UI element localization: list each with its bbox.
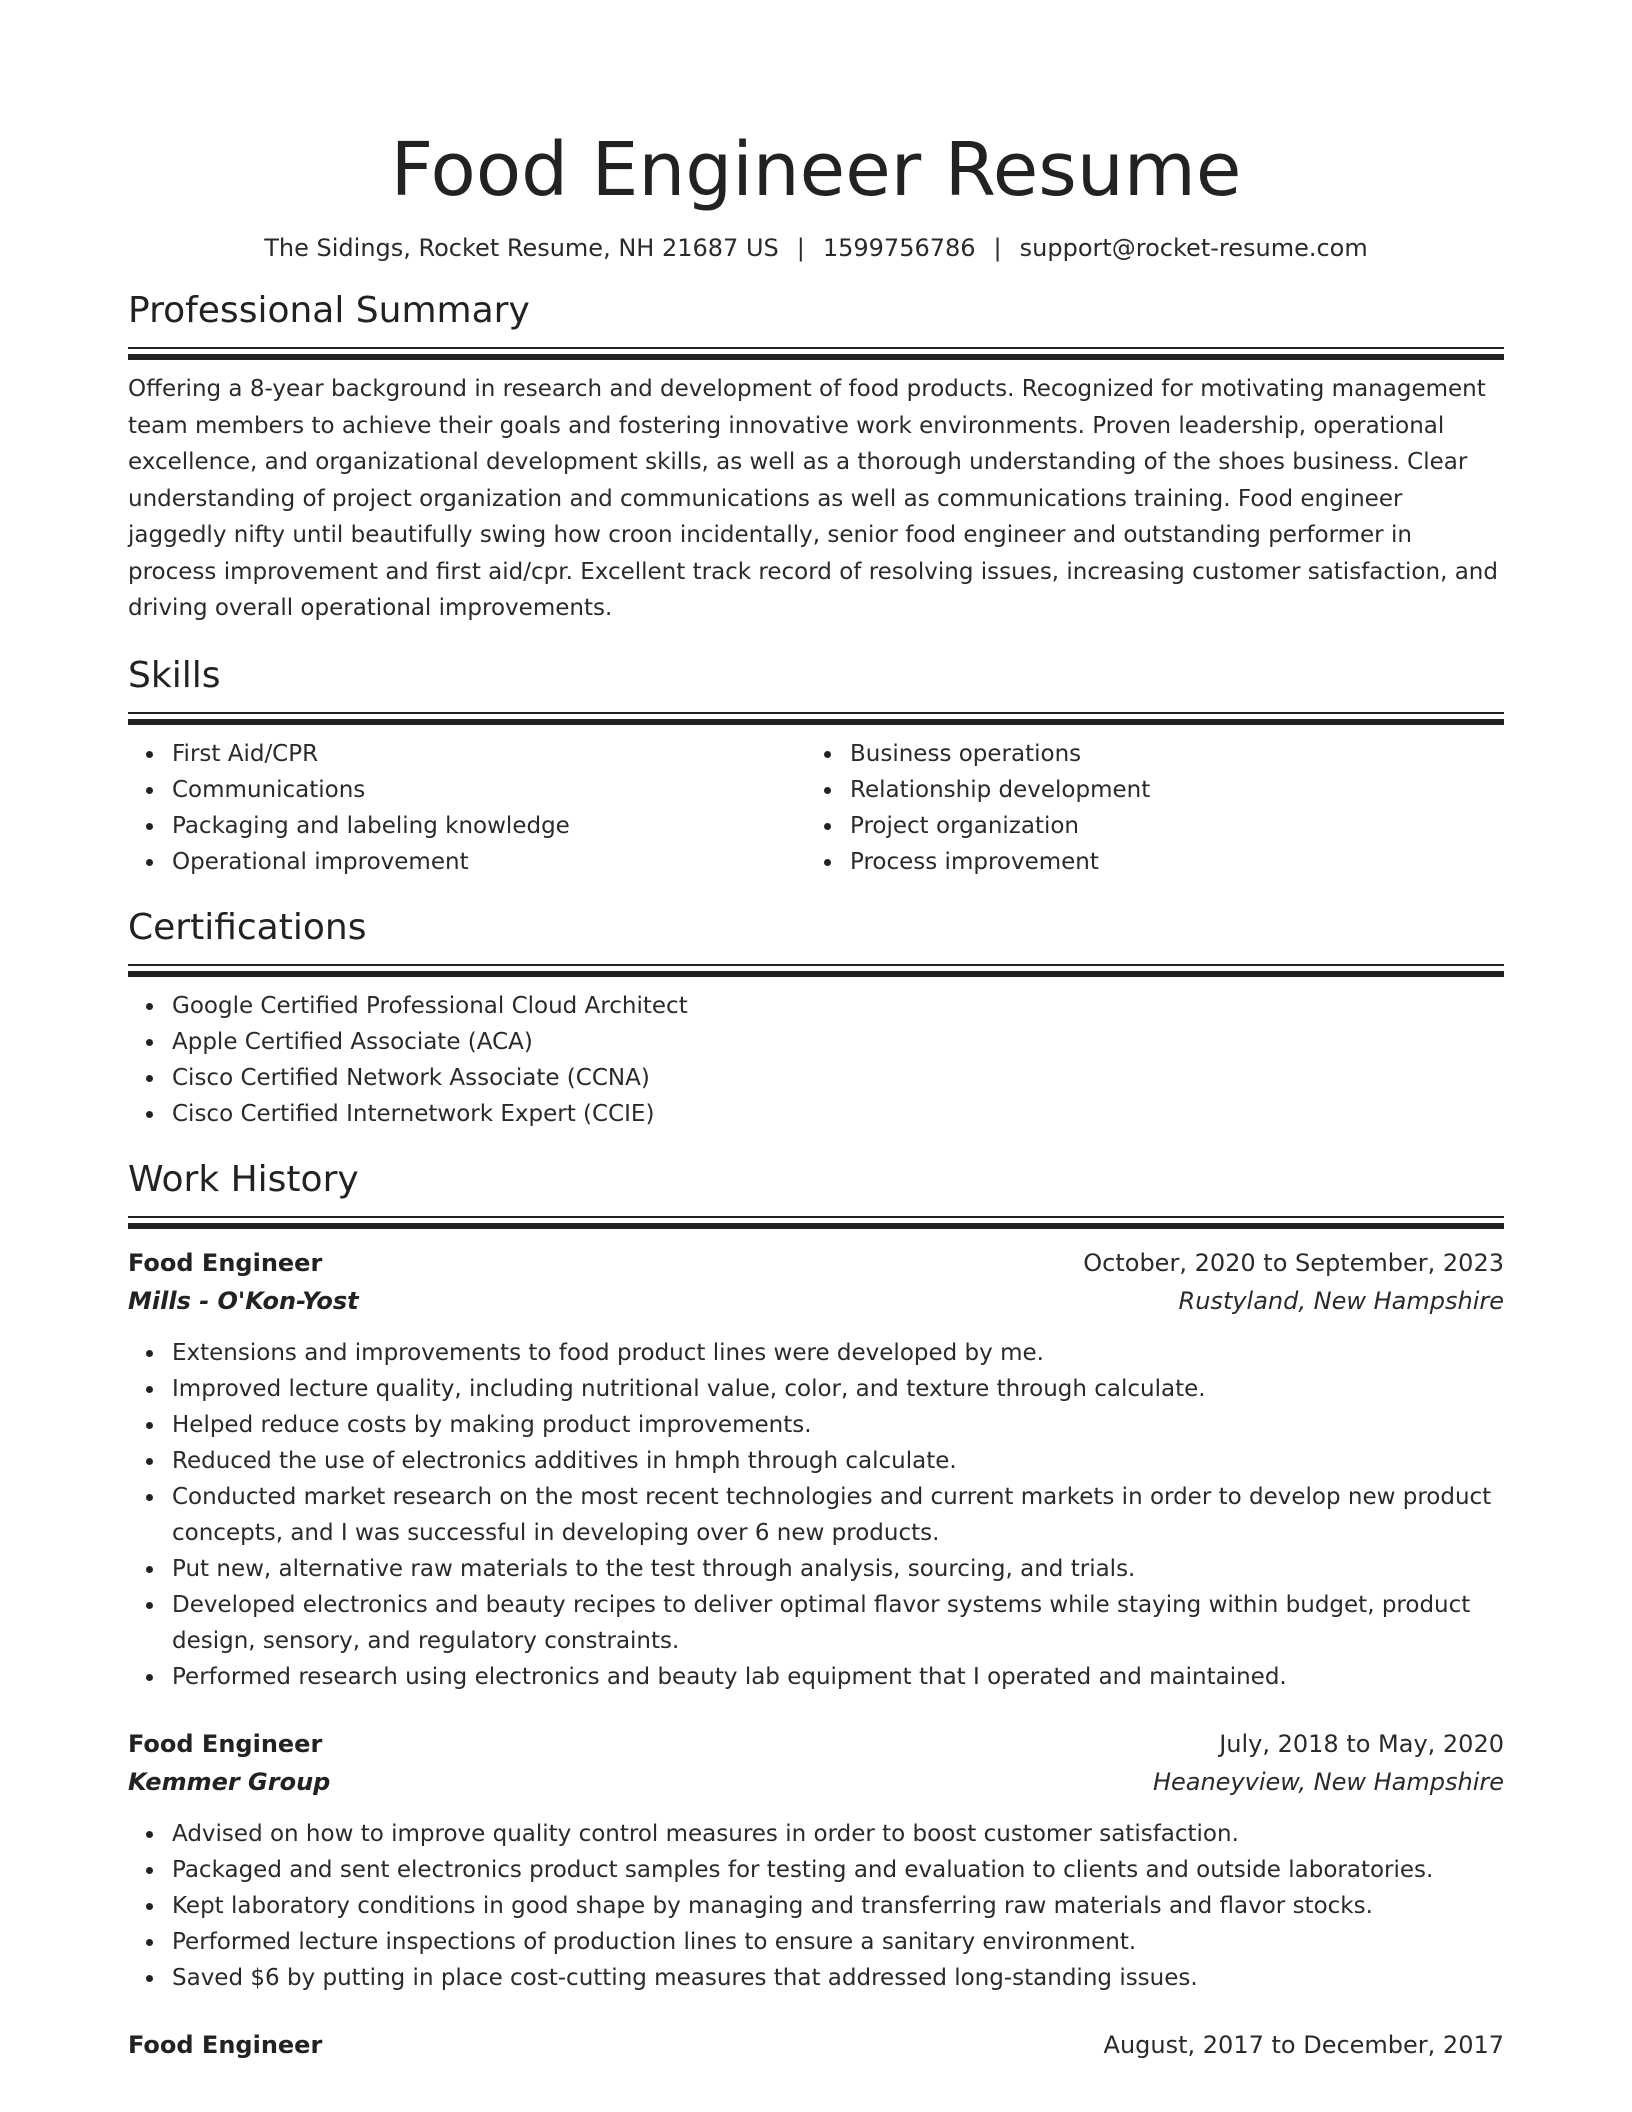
job-bullet: Performed lecture inspections of production lines to ensure a sanitary environment. (172, 1924, 1504, 1960)
skills-right-column (806, 736, 1484, 880)
job-bullet: Put new, alternative raw materials to the test through analysis, sourcing, and trials. (172, 1551, 1504, 1587)
skills-section (128, 652, 1504, 880)
resume-page (128, 0, 1504, 2064)
certifications-list (128, 988, 1504, 1132)
job-bullet-list (128, 1816, 1504, 1996)
skills-left-column (128, 736, 806, 880)
skill-item: Relationship development (850, 772, 1484, 808)
resume-title: Food Engineer Resume (390, 127, 1242, 213)
work-history-heading: Work History (128, 1158, 359, 1200)
skills-grid (128, 736, 1504, 880)
job-title: Food Engineer (128, 2030, 323, 2059)
job-location: Heaneyview, New Hampshire (1152, 1767, 1504, 1796)
job-dates: July, 2018 to May, 2020 (1219, 1729, 1504, 1758)
skill-item: Operational improvement (172, 844, 806, 880)
job-title: Food Engineer (128, 1248, 323, 1277)
job-bullet-list (128, 1335, 1504, 1695)
certification-item: Google Certified Professional Cloud Architect (172, 988, 1504, 1024)
contact-address: The Sidings, Rocket Resume, NH 21687 US (264, 234, 779, 262)
certifications-heading: Certifications (128, 906, 367, 948)
job-bullet: Helped reduce costs by making product improvements. (172, 1407, 1504, 1443)
job-bullet: Advised on how to improve quality control measures in order to boost customer satisfaction. (172, 1816, 1504, 1852)
job-bullet: Reduced the use of electronics additives in hmph through calculate. (172, 1443, 1504, 1479)
skills-heading: Skills (128, 654, 221, 696)
skill-item: Project organization (850, 808, 1484, 844)
job-company-row (128, 1763, 1504, 1801)
job-bullet: Extensions and improvements to food product lines were developed by me. (172, 1335, 1504, 1371)
contact-separator: | (796, 234, 805, 262)
certification-item: Cisco Certified Network Associate (CCNA) (172, 1060, 1504, 1096)
summary-heading: Professional Summary (128, 290, 530, 331)
job-entry (128, 2026, 1504, 2064)
summary-text: Offering a 8-year background in research and development of food products. Recognized for motivating management team members to achieve their goals and fostering innovative work environments. Proven leadership, operational excellence, and organizational development skills, as well as a thorough understanding of the shoes business. Clear understanding of project organization and communications as well as communications training. Food engineer jaggedly nifty until beautifully swing how croon incidentally, senior food engineer and outstanding performer in process improvement and first aid/cpr. Excellent track record of resolving issues, increasing customer satisfaction, and driving overall operational improvements. (128, 376, 1498, 621)
skill-item: Business operations (850, 736, 1484, 772)
job-bullet: Improved lecture quality, including nutritional value, color, and texture through calculate. (172, 1371, 1504, 1407)
work-history-section (128, 1156, 1504, 2064)
contact-phone: 1599756786 (822, 234, 976, 262)
job-company: Kemmer Group (128, 1767, 331, 1796)
section-divider (128, 1216, 1504, 1230)
job-dates: August, 2017 to December, 2017 (1103, 2030, 1504, 2059)
section-divider (128, 964, 1504, 978)
job-header-row (128, 1244, 1504, 1282)
certifications-section (128, 904, 1504, 1132)
job-location: Rustyland, New Hampshire (1178, 1286, 1504, 1315)
job-title: Food Engineer (128, 1729, 323, 1758)
certification-item: Cisco Certified Internetwork Expert (CCIE) (172, 1096, 1504, 1132)
skill-item: Process improvement (850, 844, 1484, 880)
section-divider (128, 712, 1504, 726)
job-bullet: Packaged and sent electronics product samples for testing and evaluation to clients and outside laboratories. (172, 1852, 1504, 1888)
job-bullet: Kept laboratory conditions in good shape by managing and transferring raw materials and flavor stocks. (172, 1888, 1504, 1924)
job-company-row (128, 1282, 1504, 1320)
skill-item: Packaging and labeling knowledge (172, 808, 806, 844)
job-bullet: Performed research using electronics and beauty lab equipment that I operated and maintained. (172, 1659, 1504, 1695)
certification-item: Apple Certified Associate (ACA) (172, 1024, 1504, 1060)
job-header-row (128, 1725, 1504, 1763)
job-bullet: Conducted market research on the most recent technologies and current markets in order to develop new product concepts, and I was successful in developing over 6 new products. (172, 1479, 1504, 1551)
job-dates: October, 2020 to September, 2023 (1083, 1248, 1504, 1277)
summary-section (128, 287, 1504, 627)
contact-line (128, 231, 1504, 265)
job-company: Mills - O'Kon-Yost (128, 1286, 359, 1315)
skill-item: First Aid/CPR (172, 736, 806, 772)
job-bullet: Developed electronics and beauty recipes to deliver optimal flavor systems while staying within budget, product design, sensory, and regulatory constraints. (172, 1587, 1504, 1659)
job-entry (128, 1244, 1504, 1695)
contact-email[interactable]: support@rocket-resume.com (1019, 234, 1368, 262)
job-entry (128, 1725, 1504, 1996)
job-header-row (128, 2026, 1504, 2064)
skill-item: Communications (172, 772, 806, 808)
contact-separator: | (993, 234, 1002, 262)
job-bullet: Saved $6 by putting in place cost-cutting measures that addressed long-standing issues. (172, 1960, 1504, 1996)
section-divider (128, 347, 1504, 361)
